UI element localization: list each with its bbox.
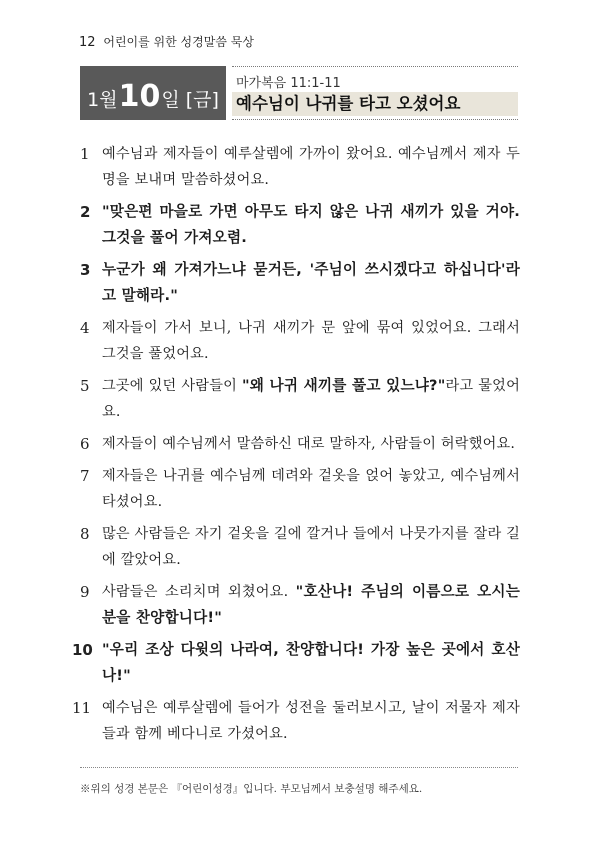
verse-text bbox=[102, 463, 520, 515]
verse-segment: 제자들이 예수님께서 말씀하신 대로 말하자, 사람들이 허락했어요. bbox=[102, 436, 516, 452]
title-box bbox=[226, 66, 518, 120]
dotted-divider-top bbox=[232, 66, 518, 67]
date-day: 10 bbox=[118, 79, 161, 114]
verse-segment: 예수님은 예루살렘에 들어가 성전을 둘러보시고, 날이 저물자 제자들과 함께 베다니로 가셨어요. bbox=[102, 700, 520, 742]
verse-segment: "맞은편 마을로 가면 아무도 타지 않은 나귀 새끼가 있을 거야. 그것을 풀어 가져오렴. bbox=[102, 203, 520, 246]
scripture-reference: 마가복음 11:1-11 bbox=[236, 76, 341, 91]
page-number: 12 bbox=[79, 35, 96, 50]
verse-segment: "우리 조상 다윗의 나라여, 찬양합니다! 가장 높은 곳에서 호산나!" bbox=[102, 641, 520, 684]
page-title: 예수님이 나귀를 타고 오셨어요 bbox=[232, 92, 518, 116]
verse-text bbox=[102, 579, 520, 631]
date-box bbox=[80, 66, 226, 120]
verse-quote: "왜 나귀 새끼를 풀고 있느냐?" bbox=[241, 377, 446, 394]
verse-segment: 그곳에 있던 사람들이 bbox=[102, 378, 242, 394]
verse-text bbox=[102, 695, 520, 747]
verse-item bbox=[80, 579, 520, 631]
verse-text bbox=[102, 637, 520, 689]
verse-item bbox=[72, 695, 520, 747]
footer-note: ※위의 성경 본문은 『어린이성경』입니다. 부모님께서 보충설명 해주세요. bbox=[80, 783, 423, 795]
dotted-divider-bottom bbox=[232, 119, 518, 120]
verse-number: 8 bbox=[80, 525, 90, 543]
verse-segment: 제자들은 나귀를 예수님께 데려와 겉옷을 얹어 놓았고, 예수님께서 타셨어요. bbox=[102, 468, 520, 510]
verse-segment: 사람들은 소리치며 외쳤어요. bbox=[102, 584, 296, 600]
verse-item bbox=[80, 257, 520, 309]
verse-segment: 제자들이 가서 보니, 나귀 새끼가 문 앞에 묶여 있었어요. 그래서 그것을 풀었어요. bbox=[102, 320, 520, 362]
verse-number: 11 bbox=[72, 699, 92, 717]
verse-item bbox=[80, 141, 520, 193]
verse-item bbox=[80, 431, 520, 457]
verse-text bbox=[102, 315, 520, 367]
verse-item bbox=[80, 521, 520, 573]
verse-item bbox=[80, 199, 520, 251]
verse-list bbox=[72, 141, 521, 753]
verse-item bbox=[80, 373, 520, 425]
verse-number: 5 bbox=[80, 377, 90, 395]
devotion-header bbox=[80, 66, 518, 120]
verse-number: 10 bbox=[72, 641, 93, 659]
verse-item bbox=[72, 637, 520, 689]
verse-number: 9 bbox=[80, 583, 90, 601]
verse-number: 6 bbox=[80, 435, 90, 453]
verse-text bbox=[102, 373, 520, 425]
verse-number: 2 bbox=[80, 203, 91, 221]
verse-segment: 많은 사람들은 자기 겉옷을 길에 깔거나 들에서 나뭇가지를 잘라 길에 깔았어요. bbox=[102, 526, 520, 568]
verse-segment: 라고 물었어요. bbox=[102, 378, 520, 420]
verse-segment: 예수님과 제자들이 예루살렘에 가까이 왔어요. 예수님께서 제자 두 명을 보내며 말씀하셨어요. bbox=[102, 146, 520, 188]
verse-item bbox=[80, 463, 520, 515]
verse-text bbox=[102, 141, 520, 193]
footer-divider bbox=[80, 767, 518, 768]
verse-text bbox=[102, 431, 520, 457]
verse-text bbox=[102, 199, 520, 251]
verse-number: 7 bbox=[80, 467, 90, 485]
verse-number: 3 bbox=[80, 261, 91, 279]
verse-number: 1 bbox=[80, 145, 90, 163]
verse-text bbox=[102, 521, 520, 573]
date-day-suffix: 일 bbox=[161, 89, 180, 111]
verse-number: 4 bbox=[80, 319, 90, 337]
book-title: 어린이를 위한 성경말씀 묵상 bbox=[103, 35, 254, 49]
date-month: 1월 bbox=[87, 89, 118, 111]
running-head bbox=[79, 33, 254, 50]
verse-quote: "호산나! 주님의 이름으로 오시는 분을 찬양합니다!" bbox=[102, 583, 521, 626]
verse-segment: 누군가 왜 가져가느냐 묻거든, '주님이 쓰시겠다고 하십니다'라고 말해라." bbox=[102, 261, 520, 304]
verse-text bbox=[102, 257, 520, 309]
verse-item bbox=[80, 315, 520, 367]
date-weekday: [금] bbox=[185, 89, 219, 111]
